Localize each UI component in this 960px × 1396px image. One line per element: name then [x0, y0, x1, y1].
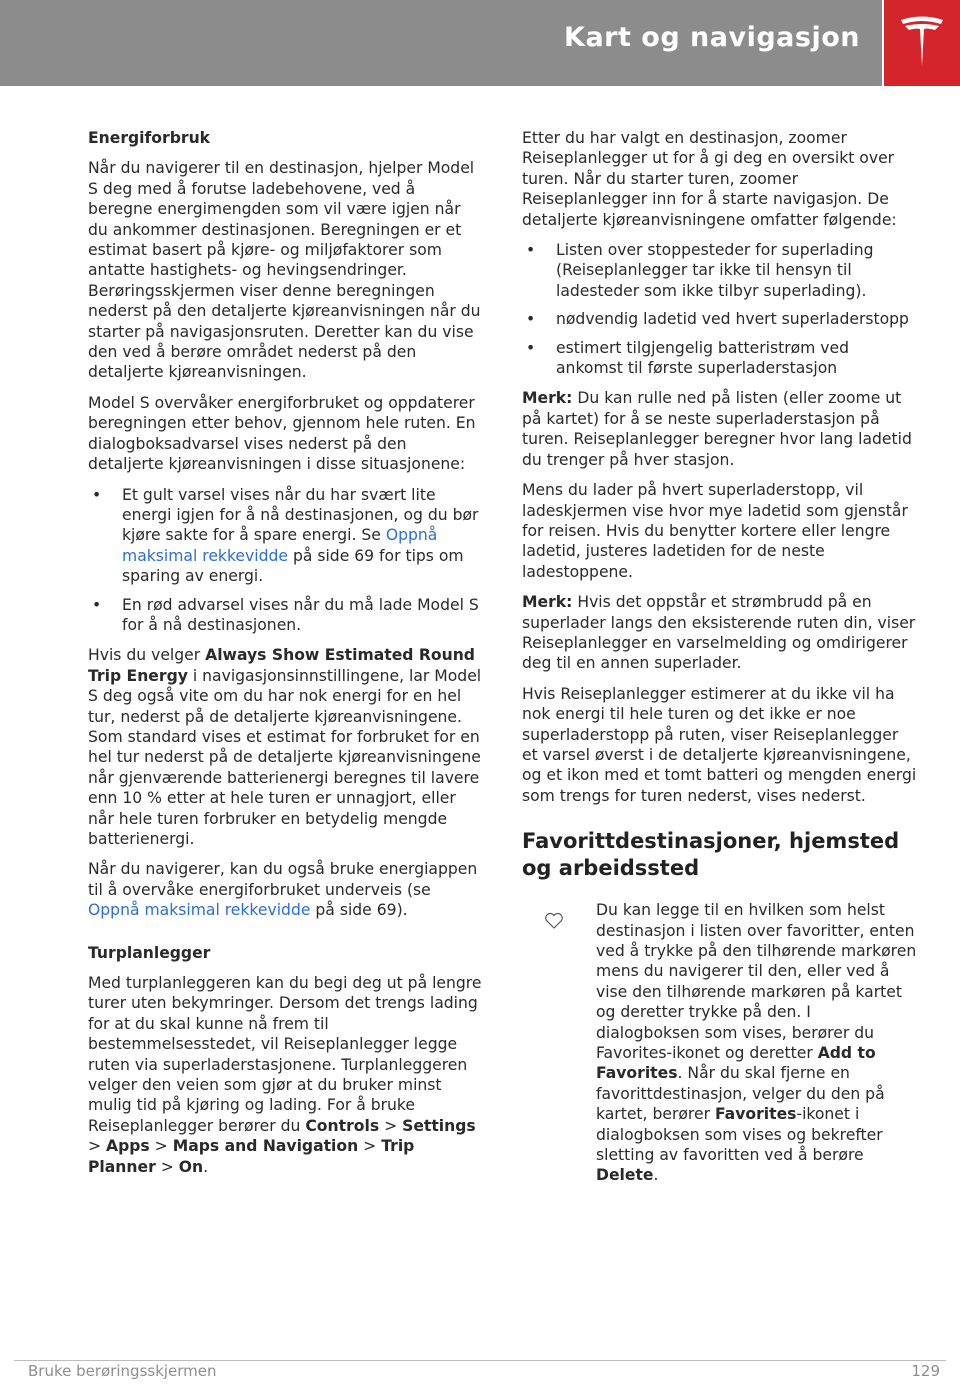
warning-list: [88, 485, 484, 636]
footer-divider: [14, 1360, 946, 1361]
heart-icon: [544, 912, 564, 930]
paragraph: Hvis Reiseplanlegger estimerer at du ikke vil ha nok energi til hele turen og det ikke er noe superladerstopp på ruten, viser Reiseplanlegger et varsel øverst i de detaljerte kjøreanvisningene, og et ikon med et tomt batteri og mengden energi som trengs for turen nederst, vises nederst.: [522, 684, 917, 805]
paragraph: Du kan legge til en hvilken som helst destinasjon i listen over favoritter, enten ved å trykke på den tilhørende markøren mens du navigerer til den, eller ved å vise den tilhørende markøren på kartet og deretter trykke på den. I dialogboksen som vises, berører du Favorites-ikonet og deretter Add to Favorites. Når du skal fjerne en favorittdestinasjon, velger du den på kartet, berører Favorites-ikonet i dialogboksen som vises og bekrefter sletting av favoritten ved å berøre Delete.: [596, 901, 917, 1185]
paragraph: Når du navigerer til en destinasjon, hjelper Model S deg med å forutse ladebehovene, ved å beregne energimengden som vil være igjen når du ankommer destinasjonen. Beregningen er et estimat basert på kjøre- og miljøfaktorer som antatte hastighets- og hevingsendringer. Berøringsskjermen viser denne beregningen nederst på den detaljerte kjøreanvisningen når du starter på navigasjonsruten. Deretter kan du vise den ved å berøre området nederst på den detaljerte kjøreanvisningen.: [88, 159, 481, 382]
page-title: Kart og navigasjon: [564, 22, 860, 53]
link-maksimal-rekkevidde[interactable]: Oppnå maksimal rekkevidde: [122, 526, 438, 565]
favorites-block: [522, 900, 918, 1186]
paragraph: Model S overvåker energiforbruket og oppdaterer beregningen etter behov, gjennom hele ruten. En dialogboksadvarsel vises nederst på den detaljerte kjøreanvisningen i disse situasjonene:: [88, 393, 476, 474]
footer-section: Bruke berøringsskjermen: [28, 1362, 217, 1380]
header-bar: [0, 0, 882, 86]
note: Merk: Hvis det oppstår et strømbrudd på en superlader langs den eksisterende ruten din, viser Reiseplanlegger en varselmelding og omdirigerer deg til en annen superlader.: [522, 593, 916, 673]
trip-details-list: [522, 240, 918, 378]
link-maksimal-rekkevidde-2[interactable]: Oppnå maksimal rekkevidde: [88, 901, 311, 920]
note: Merk: Du kan rulle ned på listen (eller zoome ut på kartet) for å se neste superladerstasjon på turen. Reiseplanlegger beregner hvor lang ladetid du trenger på hver stasjon.: [522, 389, 912, 469]
heading-turplanlegger: Turplanlegger: [88, 943, 211, 962]
paragraph: Med turplanleggeren kan du begi deg ut på lengre turer uten bekymringer. Dersom det trengs lading for at du skal kunne nå frem til bestemmelsesstedet, vil Reiseplanlegger legge ruten via superladerstasjonene. Turplanleggeren velger den veien som gjør at du bruker minst mulig tid på kjøring og lading. For å bruke Reiseplanlegger berører du Controls > Settings > Apps > Maps and Navigation > Trip Planner > On.: [88, 974, 482, 1176]
page-number: 129: [911, 1362, 940, 1380]
paragraph: Hvis du velger Always Show Estimated Round Trip Energy i navigasjonsinnstillingene, lar Model S deg også vite om du har nok energi for en hel tur, nederst på de detaljerte kjøreanvisningene. Som standard vises et estimat for forbruket for en hel tur nederst på de detaljerte kjøreanvisningene når gjenværende batterienergi beregnes til lavere enn 10 % etter at hele turen er unnagjort, eller når hele turen forbruker en betydelig mengde batterienergi.: [88, 646, 482, 848]
paragraph: Mens du lader på hvert superladerstopp, vil ladeskjermen vise hvor mye ladetid som gjenstår for reisen. Hvis du benytter kortere eller lengre ladetid, justeres ladetiden for de neste ladestoppene.: [522, 481, 908, 581]
section-title-favoritter: Favorittdestinasjoner, hjemsted og arbeidssted: [522, 829, 900, 881]
left-column: [88, 128, 484, 1187]
list-item: • nødvendig ladetid ved hvert superladerstopp: [522, 309, 918, 329]
right-column: [522, 128, 918, 1196]
heading-energiforbruk: Energiforbruk: [88, 129, 211, 147]
tesla-logo: [884, 0, 960, 86]
list-item: • estimert tilgjengelig batteristrøm ved ankomst til første superladerstasjon: [522, 338, 918, 379]
list-item: • En rød advarsel vises når du må lade Model S for å nå destinasjonen.: [88, 595, 484, 636]
paragraph: Når du navigerer, kan du også bruke energiappen til å overvåke energiforbruket underveis (se Oppnå maksimal rekkevidde på side 69).: [88, 860, 478, 920]
tesla-logo-icon: [899, 14, 945, 68]
list-item: • Listen over stoppesteder for superlading (Reiseplanlegger tar ikke til hensyn til ladesteder som ikke tilbyr superlading).: [522, 240, 918, 301]
list-item: • Et gult varsel vises når du har svært lite energi igjen for å nå destinasjonen, og du bør kjøre sakte for å spare energi. Se Oppnå maksimal rekkevidde på side 69 for tips om sparing av energi.: [88, 485, 484, 587]
paragraph: Etter du har valgt en destinasjon, zoomer Reiseplanlegger ut for å gi deg en oversikt over turen. Når du starter turen, zoomer Reiseplanlegger inn for å starte navigasjon. De detaljerte kjøreanvisningene omfatter følgende:: [522, 129, 897, 229]
